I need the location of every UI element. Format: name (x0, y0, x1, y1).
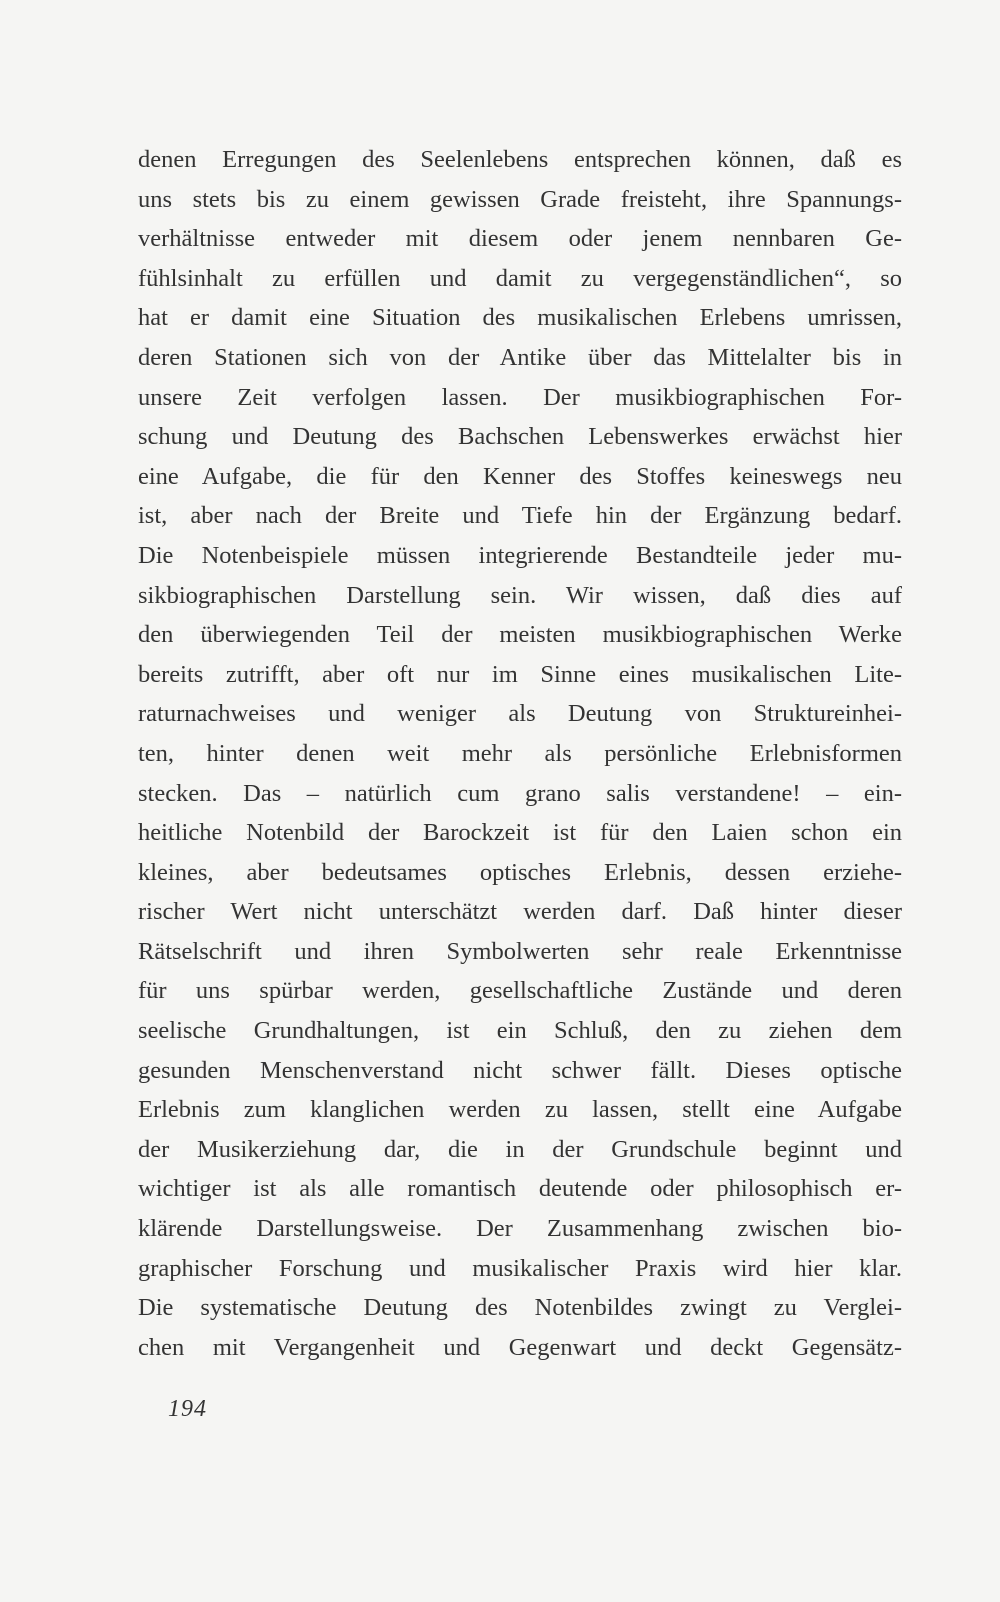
body-text (138, 140, 902, 1367)
text-line: stecken. Das – natürlich cum grano salis verstandene! – ein- (138, 779, 902, 807)
text-line: für uns spürbar werden, gesellschaftliche Zustände und deren (138, 977, 902, 1005)
text-line: Die systematische Deutung des Notenbildes zwingt zu Verglei- (138, 1294, 902, 1322)
text-line: der Musikerziehung dar, die in der Grundschule beginnt und (138, 1135, 902, 1163)
text-line: graphischer Forschung und musikalischer Praxis wird hier klar. (138, 1254, 902, 1282)
text-line: den überwiegenden Teil der meisten musikbiographischen Werke (138, 621, 902, 649)
text-line: seelische Grundhaltungen, ist ein Schluß, den zu ziehen dem (138, 1017, 902, 1045)
text-line: kleines, aber bedeutsames optisches Erlebnis, dessen erziehe- (138, 858, 902, 886)
page-number: 194 (168, 1396, 207, 1422)
text-line: klärende Darstellungsweise. Der Zusammenhang zwischen bio- (138, 1215, 902, 1243)
text-line: Erlebnis zum klanglichen werden zu lassen, stellt eine Aufgabe (138, 1096, 902, 1124)
text-line: bereits zutrifft, aber oft nur im Sinne eines musikalischen Lite- (138, 660, 902, 688)
text-line: denen Erregungen des Seelenlebens entsprechen können, daß es (138, 146, 902, 173)
text-line: wichtiger ist als alle romantisch deutende oder philosophisch er- (138, 1175, 902, 1203)
text-line: eine Aufgabe, die für den Kenner des Stoffes keineswegs neu (138, 462, 902, 490)
text-line: Die Notenbeispiele müssen integrierende Bestandteile jeder mu- (138, 541, 902, 569)
text-line: unsere Zeit verfolgen lassen. Der musikbiographischen For- (138, 383, 902, 411)
text-line: ist, aber nach der Breite und Tiefe hin der Ergänzung bedarf. (138, 502, 902, 530)
text-line: fühlsinhalt zu erfüllen und damit zu vergegenständlichen“, so (138, 264, 902, 292)
text-line: schung und Deutung des Bachschen Lebenswerkes erwächst hier (138, 423, 902, 451)
text-line: Rätselschrift und ihren Symbolwerten sehr reale Erkenntnisse (138, 937, 902, 965)
text-line: raturnachweises und weniger als Deutung von Struktureinhei- (138, 700, 902, 728)
text-line: chen mit Vergangenheit und Gegenwart und deckt Gegensätz- (138, 1333, 902, 1361)
text-line: verhältnisse entweder mit diesem oder jenem nennbaren Ge- (138, 225, 902, 253)
text-line: ten, hinter denen weit mehr als persönliche Erlebnisformen (138, 739, 902, 767)
text-line: gesunden Menschenverstand nicht schwer fällt. Dieses optische (138, 1056, 902, 1084)
text-line: heitliche Notenbild der Barockzeit ist für den Laien schon ein (138, 819, 902, 847)
text-line: uns stets bis zu einem gewissen Grade freisteht, ihre Spannungs- (138, 185, 902, 213)
text-line: deren Stationen sich von der Antike über das Mittelalter bis in (138, 343, 902, 371)
text-line: rischer Wert nicht unterschätzt werden darf. Daß hinter dieser (138, 898, 902, 926)
text-line: hat er damit eine Situation des musikalischen Erlebens umrissen, (138, 304, 902, 332)
text-line: sikbiographischen Darstellung sein. Wir wissen, daß dies auf (138, 581, 902, 609)
